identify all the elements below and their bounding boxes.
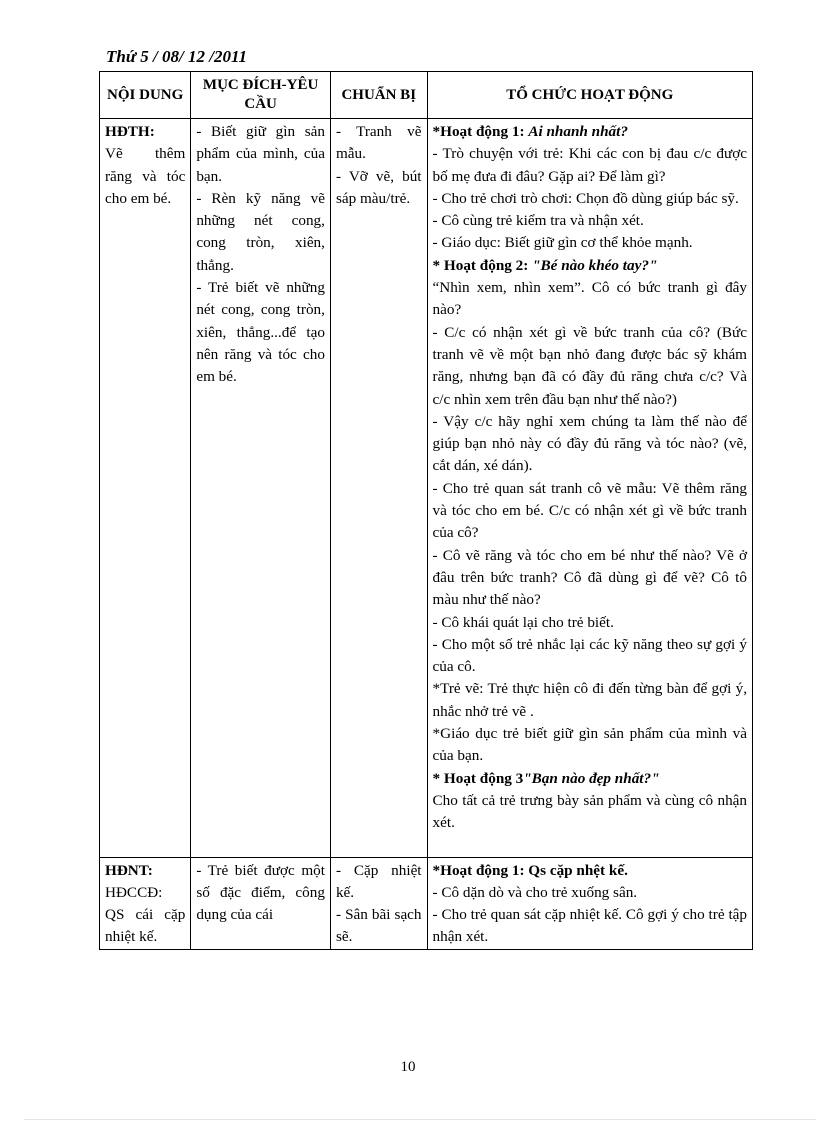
list-item: - Trò chuyện với trẻ: Khi các con bị đau c/c được bố mẹ đưa đi đâu? Gặp ai? Để làm gì? bbox=[432, 145, 747, 185]
list-item: - Cô khái quát lại cho trẻ biết. bbox=[432, 613, 614, 631]
section-title: HĐNT: bbox=[105, 861, 153, 879]
list-item: - Sân bãi sạch sẽ. bbox=[335, 906, 422, 946]
table-header-row bbox=[100, 72, 753, 119]
list-item: - Cô dặn dò và cho trẻ xuống sân. bbox=[432, 883, 638, 901]
content-text: Vẽ thêm răng và tóc cho em bé. bbox=[105, 145, 186, 207]
list-item: - Cho trẻ chơi trò chơi: Chọn đồ dùng giúp bác sỹ. bbox=[432, 189, 739, 207]
header-noi-dung: NỘI DUNG bbox=[100, 72, 191, 119]
list-item: - C/c có nhận xét gì về bức tranh của cô? (Bức tranh vẽ về một bạn nhỏ đang được bác sỹ khám răng, nhưng bạn đã có đầy đủ răng chưa c/c? Và c/c nhìn xem trên đầu bạn như thế nào?) bbox=[432, 323, 747, 408]
list-item: - Giáo dục: Biết giữ gìn cơ thể khỏe mạnh. bbox=[432, 234, 693, 252]
table-row-hdth bbox=[100, 119, 753, 858]
header-to-chuc: TỔ CHỨC HOẠT ĐỘNG bbox=[427, 72, 752, 119]
activity-heading: * Hoạt động 3"Bạn nào đẹp nhất?" bbox=[432, 769, 660, 787]
content-text: HĐCCĐ: QS cái cặp nhiệt kế. bbox=[105, 883, 186, 946]
list-item: - Biết giữ gìn sản phẩm của mình, của bạn. bbox=[196, 123, 325, 185]
list-item: *Giáo dục trẻ biết giữ gìn sản phẩm của mình và của bạn. bbox=[432, 725, 747, 765]
list-item: - Cho một số trẻ nhắc lại các kỹ năng theo sự gợi ý của cô. bbox=[432, 635, 747, 676]
activity-heading: *Hoạt động 1: Qs cặp nhệt kế. bbox=[432, 861, 628, 879]
cell-to-chuc bbox=[427, 857, 752, 949]
cell-chuan-bi bbox=[330, 857, 427, 949]
activity-heading: * Hoạt động 2: "Bé nào khéo tay?" bbox=[432, 256, 658, 274]
cell-muc-dich bbox=[191, 857, 331, 949]
cell-to-chuc bbox=[427, 119, 752, 858]
page-number: 10 bbox=[400, 1059, 416, 1075]
list-item: - Cặp nhiệt kế. bbox=[335, 861, 422, 901]
list-item: - Vỡ vẽ, bút sáp màu/trẻ. bbox=[335, 167, 422, 207]
header-chuan-bi: CHUẨN BỊ bbox=[330, 72, 427, 119]
header-muc-dich: MỤC ĐÍCH-YÊU CẦU bbox=[191, 72, 331, 119]
list-item: Cho tất cả trẻ trưng bày sản phẩm và cùng cô nhận xét. bbox=[432, 791, 747, 832]
list-item: “Nhìn xem, nhìn xem”. Cô có bức tranh gì đây nào? bbox=[432, 279, 747, 319]
list-item: - Cho trẻ quan sát cặp nhiệt kế. Cô gợi ý cho trẻ tập nhận xét. bbox=[432, 906, 747, 946]
cell-chuan-bi bbox=[330, 119, 427, 858]
cell-noi-dung bbox=[100, 857, 191, 949]
list-item: - Cho trẻ quan sát tranh cô vẽ mẫu: Vẽ thêm răng và tóc cho em bé. C/c có nhận xét gì về bức tranh của cô? bbox=[432, 479, 747, 542]
table-row-hdnt bbox=[100, 857, 753, 949]
divider bbox=[24, 1119, 816, 1120]
cell-muc-dich bbox=[191, 119, 331, 858]
date-heading: Thứ 5 / 08/ 12 /2011 bbox=[106, 47, 248, 66]
list-item: - Vậy c/c hãy nghỉ xem chúng ta làm thế nào để giúp bạn nhỏ này có đầy đủ răng và tóc nào? (vẽ, cắt dán, xé dán). bbox=[432, 412, 747, 475]
activity-heading: *Hoạt động 1: Ai nhanh nhất? bbox=[432, 123, 628, 140]
cell-noi-dung bbox=[100, 119, 191, 858]
list-item: - Cô cùng trẻ kiểm tra và nhận xét. bbox=[432, 212, 644, 230]
list-item: *Trẻ vẽ: Trẻ thực hiện cô đi đến từng bàn để gợi ý, nhắc nhở trẻ vẽ . bbox=[432, 680, 747, 720]
list-item: - Cô vẽ răng và tóc cho em bé như thế nào? Vẽ ở đâu trên bức tranh? Cô đã dùng gì để vẽ? Cô tô màu như thế nào? bbox=[432, 546, 747, 609]
list-item: - Tranh vẽ mẫu. bbox=[335, 123, 422, 163]
list-item: - Rèn kỹ năng vẽ những nét cong, cong tròn, xiên, thẳng. bbox=[196, 189, 325, 274]
activity-plan-table bbox=[99, 71, 753, 950]
list-item: - Trẻ biết vẽ những nét cong, cong tròn, xiên, thẳng...để tạo nên răng và tóc cho em bé. bbox=[196, 279, 325, 386]
list-item: - Trẻ biết được một số đặc điểm, công dụng của cái bbox=[196, 861, 325, 924]
section-title: HĐTH: bbox=[105, 123, 155, 140]
